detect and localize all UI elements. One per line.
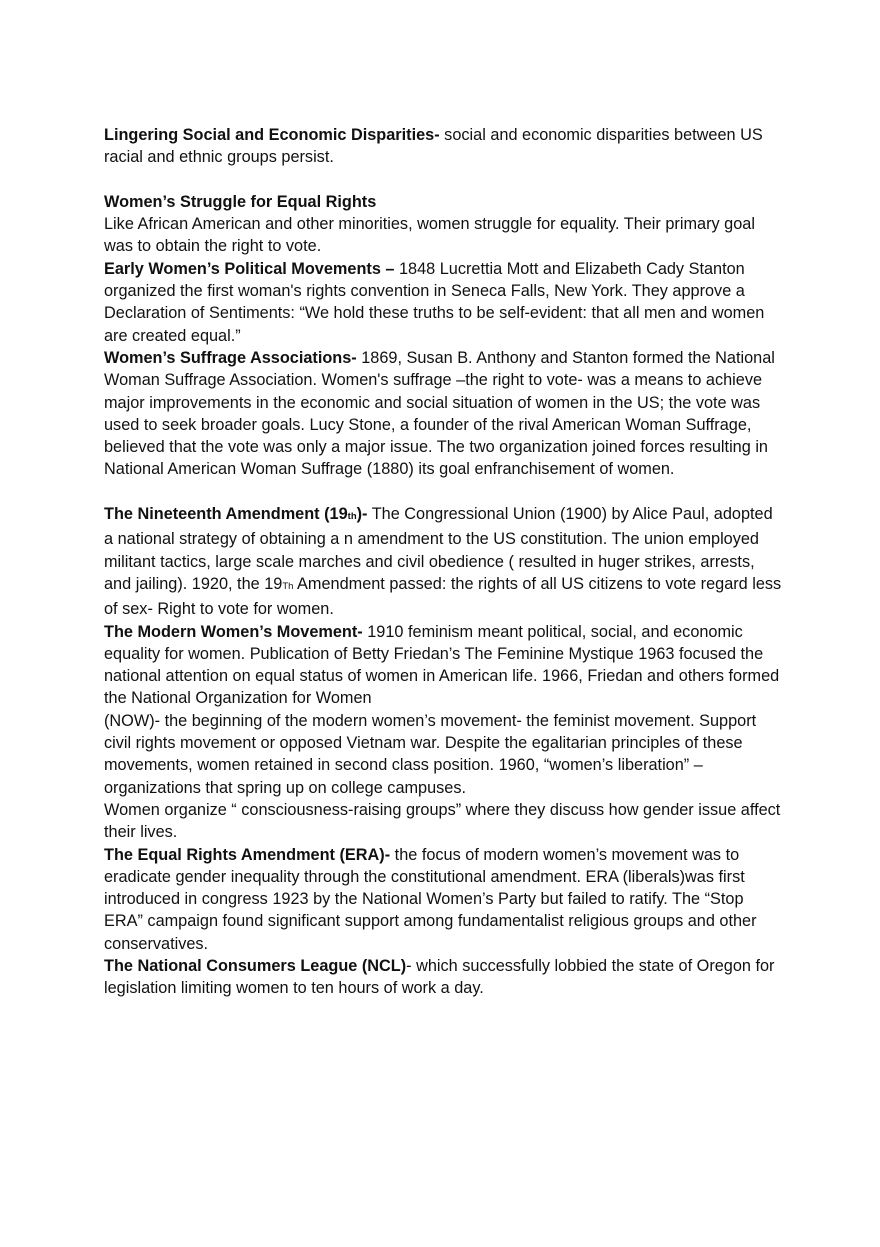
heading-nineteenth-pre: The Nineteenth Amendment (19 <box>104 505 348 524</box>
blank-line <box>104 481 784 503</box>
blank-line <box>104 169 784 191</box>
heading-nineteenth-sup: th <box>347 511 357 523</box>
heading-suffrage: Women’s Suffrage Associations- <box>104 348 357 367</box>
text-nineteenth-post: Amendment passed: the rights of all US citizens to vote regard less of sex- Right to vote for women. <box>104 574 782 619</box>
heading-struggle-line <box>104 191 784 213</box>
text-suffrage: 1869, Susan B. Anthony and Stanton formed the National Woman Suffrage Association. Women's suffrage –the right to vote- was a means to achieve major improvements in the economic and social situation of women in the US; the vote was used to seek broader goals. Lucy Stone, a founder of the rival American Woman Suffrage, believed that the vote was only a major issue. The two organization joined forces resulting in National American Woman Suffrage (1880) its goal enfranchisement of women. <box>104 348 775 479</box>
heading-struggle: Women’s Struggle for Equal Rights <box>104 192 377 211</box>
paragraph-modern-3: Women organize “ consciousness-raising groups” where they discuss how gender issue affect their lives. <box>104 800 781 842</box>
document-page <box>104 124 784 1000</box>
heading-ncl: The National Consumers League (NCL) <box>104 956 407 975</box>
heading-era: The Equal Rights Amendment (ERA)- <box>104 845 391 864</box>
paragraph-struggle: Like African American and other minorities, women struggle for equality. Their primary goal was to obtain the right to vote. <box>104 215 755 256</box>
text-early: 1848 Lucrettia Mott and Elizabeth Cady Stanton organized the first woman's rights convention in Seneca Falls, New York. They approve a Declaration of Sentiments: “We hold these truths to be self-evident: that all men and women are created equal.” <box>104 259 765 345</box>
heading-early: Early Women’s Political Movements – <box>104 259 395 278</box>
paragraph-ncl <box>104 955 784 1000</box>
paragraph-modern <box>104 621 784 710</box>
paragraph-suffrage <box>104 347 784 481</box>
paragraph-nineteenth <box>104 503 784 620</box>
paragraph-disparities <box>104 124 784 169</box>
heading-nineteenth <box>104 505 367 523</box>
text-nineteenth-pre: The Congressional Union (1900) by Alice Paul, adopted a national strategy of obtaining a n amendment to the US constitution. The union employed militant tactics, large scale marches and civil obedience ( resulted in huger strikes, arrests, and jailing). 1920, the 19 <box>104 505 773 593</box>
text-modern: 1910 feminism meant political, social, and economic equality for women. Publication of Betty Friedan’s The Feminine Mystique 1963 focused the national attention on equal status of women in American life. 1966, Friedan and others formed the National Organization for Women <box>104 622 780 708</box>
text-era: the focus of modern women’s movement was to eradicate gender inequality through the constitutional amendment. ERA (liberals)was first introduced in congress 1923 by the National Women’s Party but failed to ratify. The “Stop ERA” campaign found significant support among fundamentalist religious groups and other conservatives. <box>104 845 757 953</box>
heading-disparities: Lingering Social and Economic Disparities- <box>104 126 440 144</box>
paragraph-early <box>104 258 784 347</box>
text-nineteenth-sup: Th <box>282 580 294 592</box>
text-ncl: - which successfully lobbied the state of Oregon for legislation limiting women to ten hours of work a day. <box>104 956 775 998</box>
paragraph-era <box>104 844 784 955</box>
heading-modern: The Modern Women’s Movement- <box>104 622 363 641</box>
paragraph-modern-2: (NOW)- the beginning of the modern women’s movement- the feminist movement. Support civil rights movement or opposed Vietnam war. Despite the egalitarian principles of these movements, women retained in second class position. 1960, “women’s liberation” – organizations that spring up on college campuses. <box>104 711 757 797</box>
text-disparities: social and economic disparities between US racial and ethnic groups persist. <box>104 126 763 167</box>
heading-nineteenth-post: )- <box>356 505 368 524</box>
